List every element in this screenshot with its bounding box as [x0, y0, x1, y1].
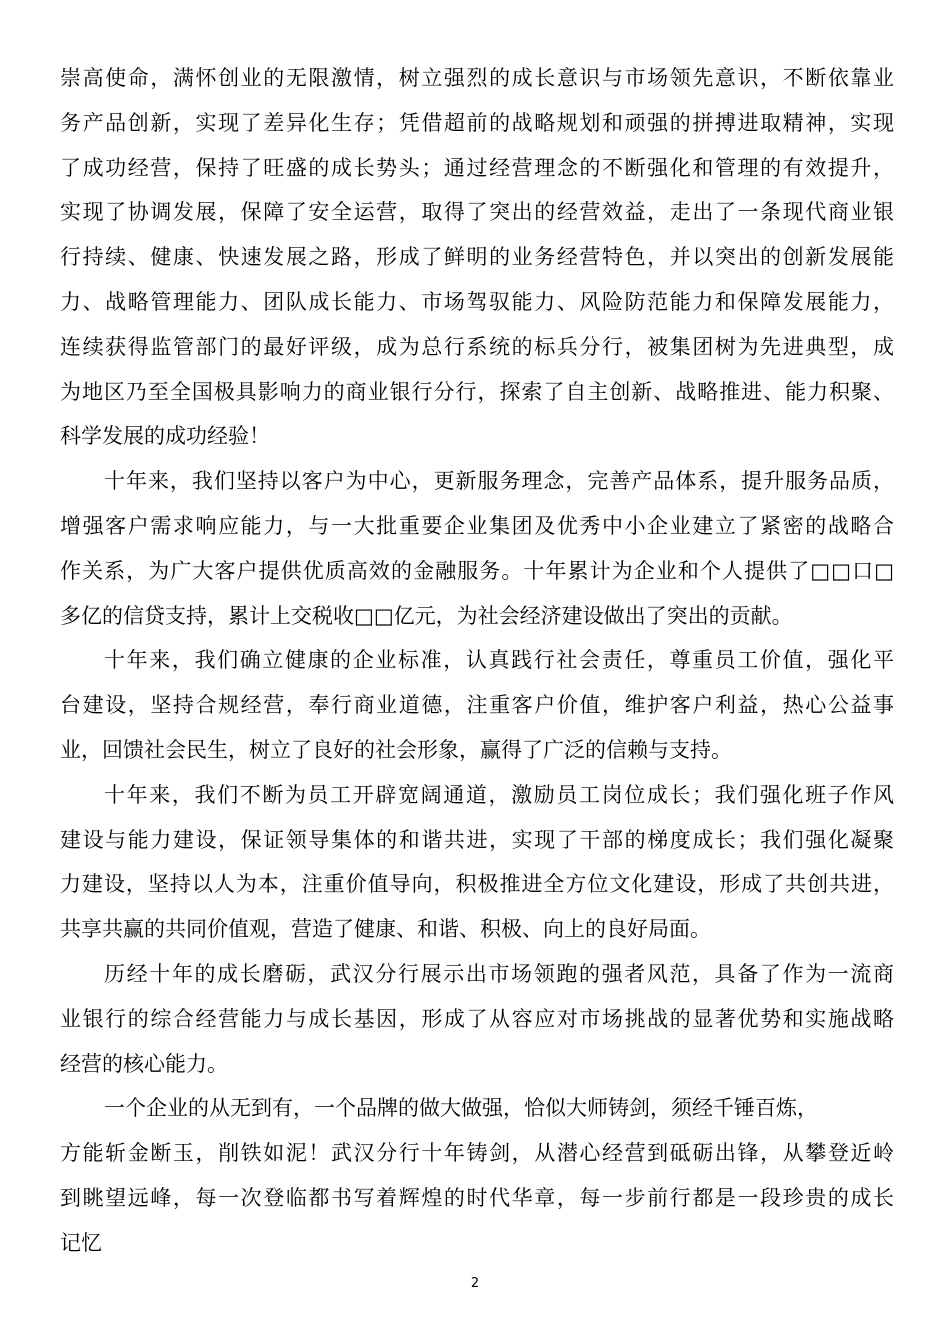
text-line: 力、战略管理能力、团队成长能力、市场驾驭能力、风险防范能力和保障发展能力，	[60, 289, 894, 314]
paragraph-first-line: 十年来，我们坚持以客户为中心，更新服务理念，完善产品体系，提升服务品质，	[104, 469, 894, 494]
text-line: 连续获得监管部门的最好评级，成为总行系统的标兵分行，被集团树为先进典型，成	[60, 334, 894, 359]
text-line: 科学发展的成功经验！	[60, 424, 270, 449]
text-line: 力建设，坚持以人为本，注重价值导向，积极推进全方位文化建设，形成了共创共进，	[60, 872, 894, 897]
text-line: 到眺望远峰，每一次登临都书写着辉煌的时代华章，每一步前行都是一段珍贵的成长	[60, 1185, 894, 1210]
text-line: 实现了协调发展，保障了安全运营，取得了突出的经营效益，走出了一条现代商业银	[60, 200, 894, 225]
text-line: 增强客户需求响应能力，与一大批重要企业集团及优秀中小企业建立了紧密的战略合	[60, 513, 894, 538]
paragraph-first-line: 十年来，我们不断为员工开辟宽阔通道，激励员工岗位成长；我们强化班子作风	[104, 782, 894, 807]
text-line: 业，回馈社会民生，树立了良好的社会形象，赢得了广泛的信赖与支持。	[60, 737, 732, 762]
text-line: 多亿的信贷支持，累计上交税收□□亿元，为社会经济建设做出了突出的贡献。	[60, 603, 793, 628]
text-line: 作关系，为广大客户提供优质高效的金融服务。十年累计为企业和个人提供了□□口□	[60, 558, 894, 583]
text-line: 台建设，坚持合规经营，奉行商业道德，注重客户价值，维护客户利益，热心公益事	[60, 693, 894, 718]
text-line: 务产品创新，实现了差异化生存；凭借超前的战略规划和顽强的拼搏进取精神，实现	[60, 110, 894, 135]
paragraph-first-line: 一个企业的从无到有，一个品牌的做大做强，恰似大师铸剑，须经千锤百炼，	[104, 1096, 818, 1121]
text-line: 经营的核心能力。	[60, 1051, 228, 1076]
paragraph-first-line: 十年来，我们确立健康的企业标准，认真践行社会责任，尊重员工价值，强化平	[104, 648, 894, 673]
text-line: 建设与能力建设，保证领导集体的和谐共进，实现了干部的梯度成长；我们强化凝聚	[60, 827, 894, 852]
text-line: 崇高使命，满怀创业的无限激情，树立强烈的成长意识与市场领先意识，不断依靠业	[60, 66, 894, 90]
text-line: 了成功经营，保持了旺盛的成长势头；通过经营理念的不断强化和管理的有效提升，	[60, 155, 894, 180]
body-text	[60, 56, 894, 1266]
text-line: 为地区乃至全国极具影响力的商业银行分行，探索了自主创新、战略推进、能力积聚、	[60, 379, 894, 404]
text-line: 业银行的综合经营能力与成长基因，形成了从容应对市场挑战的显著优势和实施战略	[60, 1006, 894, 1031]
paragraph-first-line: 历经十年的成长磨砺，武汉分行展示出市场领跑的强者风范，具备了作为一流商	[104, 961, 894, 986]
page-number: 2	[470, 1276, 480, 1291]
text-line: 方能斩金断玉，削铁如泥！武汉分行十年铸剑，从潜心经营到砥砺出锋，从攀登近岭	[60, 1141, 894, 1166]
text-line: 共享共赢的共同价值观，营造了健康、和谐、积极、向上的良好局面。	[60, 917, 711, 942]
text-line: 行持续、健康、快速发展之路，形成了鲜明的业务经营特色，并以突出的创新发展能	[60, 245, 894, 270]
text-line: 记忆	[60, 1230, 102, 1255]
